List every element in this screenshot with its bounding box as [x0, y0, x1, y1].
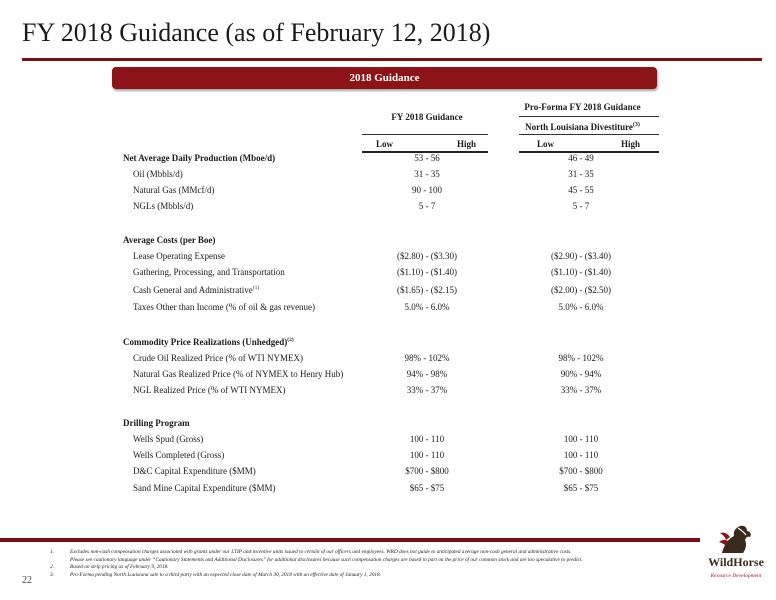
- row-label-text: Wells Completed (Gross): [133, 450, 225, 460]
- row-label: [133, 169, 183, 179]
- table-row: [0, 369, 776, 384]
- proforma-value: 100 - 110: [563, 450, 599, 460]
- fy2018-value: 31 - 35: [414, 169, 440, 179]
- table-row: [0, 450, 776, 465]
- fy2018-low-header: Low: [376, 139, 394, 149]
- table-row: [0, 251, 776, 266]
- fy2018-value: ($1.65) - ($2.15): [397, 285, 457, 295]
- proforma-value: 45 - 55: [568, 185, 594, 195]
- table-row: [0, 385, 776, 400]
- proforma-column-header: Pro-Forma FY 2018 Guidance: [524, 102, 641, 112]
- table-row: [0, 483, 776, 498]
- page-number: 22: [22, 575, 32, 586]
- footer-divider: [0, 538, 700, 542]
- proforma-value: $700 - $800: [559, 466, 603, 476]
- proforma-value: 46 - 49: [568, 153, 594, 163]
- table-row: [0, 434, 776, 449]
- row-label-text: Natural Gas Realized Price (% of NYMEX to Henry Hub): [133, 369, 344, 379]
- row-label: [133, 185, 214, 195]
- fy2018-value: $65 - $75: [409, 483, 445, 493]
- row-label: [133, 483, 275, 493]
- proforma-value: ($1.10) - ($1.40): [551, 267, 611, 277]
- row-label-text: Crude Oil Realized Price (% of WTI NYMEX): [133, 353, 304, 363]
- footnote-ref: (1): [252, 285, 260, 291]
- table-row: [0, 153, 776, 168]
- fy2018-column-header: FY 2018 Guidance: [391, 112, 463, 122]
- row-label-text: Lease Operating Expense: [133, 251, 225, 261]
- row-label: [133, 450, 224, 460]
- proforma-value: $65 - $75: [563, 483, 599, 493]
- divestiture-header-label: North Louisiana Divestiture: [525, 122, 633, 132]
- wildhorse-logo: [700, 523, 772, 589]
- row-label: [133, 285, 259, 295]
- table-row: [0, 267, 776, 282]
- divestiture-footnote-ref: (3): [632, 122, 640, 128]
- proforma-value: ($2.90) - ($3.40): [551, 251, 611, 261]
- table-row: [0, 466, 776, 481]
- row-label-text: Average Costs (per Boe): [123, 235, 216, 245]
- fy2018-value: ($1.10) - ($1.40): [397, 267, 457, 277]
- title-divider: [22, 58, 762, 61]
- proforma-value: 5 - 7: [572, 201, 590, 211]
- row-label: [123, 235, 215, 245]
- logo-wordmark: WildHorse: [708, 555, 764, 569]
- table-row: [0, 201, 776, 216]
- footnote: [50, 564, 690, 572]
- row-label: [133, 267, 285, 277]
- proforma-value: 100 - 110: [563, 434, 599, 444]
- fy2018-value: 100 - 110: [409, 434, 445, 444]
- proforma-high-header: High: [621, 139, 641, 149]
- footnote-number: 1.: [50, 549, 54, 555]
- row-label: [123, 153, 275, 163]
- row-label: [133, 302, 315, 312]
- fy2018-high-header: High: [457, 139, 477, 149]
- table-row: [0, 353, 776, 368]
- row-label: [133, 385, 285, 395]
- fy2018-value: 94% - 98%: [406, 369, 448, 379]
- footnotes: [50, 549, 690, 579]
- footnote-ref: (2): [287, 337, 294, 343]
- row-label-text: Natural Gas (MMcf/d): [133, 185, 215, 195]
- footnote-number: 3.: [50, 571, 54, 578]
- row-label-text: Gathering, Processing, and Transportation: [133, 267, 285, 277]
- fy2018-value: 5 - 7: [418, 201, 436, 211]
- guidance-banner: 2018 Guidance: [112, 67, 657, 89]
- horse-icon: [700, 523, 772, 557]
- row-label-text: Wells Spud (Gross): [133, 434, 204, 444]
- proforma-value: ($2.00) - ($2.50): [551, 285, 611, 295]
- fy2018-value: 98% - 102%: [404, 353, 450, 363]
- proforma-low-header: Low: [537, 139, 555, 149]
- footnote-text: Excludes non-cash compensation charges associated with grants under our LTIP and incentive units issued to certain of our officers and employees. WRD does not guide to anticipated average non-cash general and administrative costs.: [70, 549, 572, 555]
- footnote: [50, 549, 690, 557]
- fy2018-value: 100 - 110: [409, 450, 445, 460]
- fy2018-header-rule: [362, 134, 488, 135]
- row-label: [133, 466, 256, 476]
- proforma-value: 33% - 37%: [560, 385, 602, 395]
- row-label-text: Cash General and Administrative: [133, 285, 253, 295]
- row-label: [133, 369, 343, 379]
- table-row: [0, 285, 776, 300]
- row-label-text: Sand Mine Capital Expenditure ($MM): [133, 483, 276, 493]
- table-row: [0, 418, 776, 433]
- row-label: [123, 337, 294, 347]
- row-label-text: NGL Realized Price (% of WTI NYMEX): [133, 385, 286, 395]
- row-label: [133, 201, 193, 211]
- footnote: [50, 572, 690, 580]
- row-label: [133, 251, 225, 261]
- divestiture-header-rule: [519, 134, 659, 135]
- row-label-text: Drilling Program: [123, 418, 190, 428]
- row-label: [133, 434, 203, 444]
- row-label: [123, 418, 190, 428]
- footnote-number: 2.: [50, 564, 54, 571]
- row-label-text: NGLs (Mbbls/d): [133, 201, 194, 211]
- row-label-text: Oil (Mbbls/d): [133, 169, 183, 179]
- row-label-text: D&C Capital Expenditure ($MM): [133, 466, 256, 476]
- row-label-text: Net Average Daily Production (Mboe/d): [123, 153, 276, 163]
- table-row: [0, 235, 776, 250]
- table-row: [0, 185, 776, 200]
- footnote-text: Based on strip pricing as of February 9, 2018.: [70, 564, 169, 571]
- table-row: [0, 169, 776, 184]
- logo-tagline: Resource Development: [710, 573, 762, 579]
- footnote-text: Pro-Forma pending North Louisiana sale to a third party with an expected close date of March 30, 2018 with an effective date of January 1, 2018.: [70, 571, 382, 578]
- fy2018-value: 53 - 56: [414, 153, 440, 163]
- fy2018-value: 90 - 100: [412, 185, 442, 195]
- proforma-value: 31 - 35: [568, 169, 594, 179]
- row-label-text: Commodity Price Realizations (Unhedged): [123, 337, 288, 347]
- proforma-header-rule: [519, 116, 659, 117]
- table-row: [0, 337, 776, 352]
- proforma-value: 90% - 94%: [560, 369, 602, 379]
- fy2018-value: ($2.80) - ($3.30): [397, 251, 457, 261]
- row-label: [133, 353, 303, 363]
- footnote-text: Please see cautionary language under “Cautionary Statements and Additional Disclosures” for additional disclosures because such compensation charges are based in part on the price of our common stock and are too speculative to predict.: [70, 556, 583, 563]
- row-label-text: Taxes Other than Income (% of oil & gas revenue): [133, 302, 316, 312]
- table-row: [0, 302, 776, 317]
- page-title: FY 2018 Guidance (as of February 12, 2018): [22, 18, 491, 47]
- proforma-value: 5.0% - 6.0%: [558, 302, 604, 312]
- fy2018-value: $700 - $800: [405, 466, 449, 476]
- divestiture-header: [510, 122, 655, 132]
- fy2018-value: 33% - 37%: [406, 385, 448, 395]
- proforma-value: 98% - 102%: [558, 353, 604, 363]
- fy2018-value: 5.0% - 6.0%: [404, 302, 450, 312]
